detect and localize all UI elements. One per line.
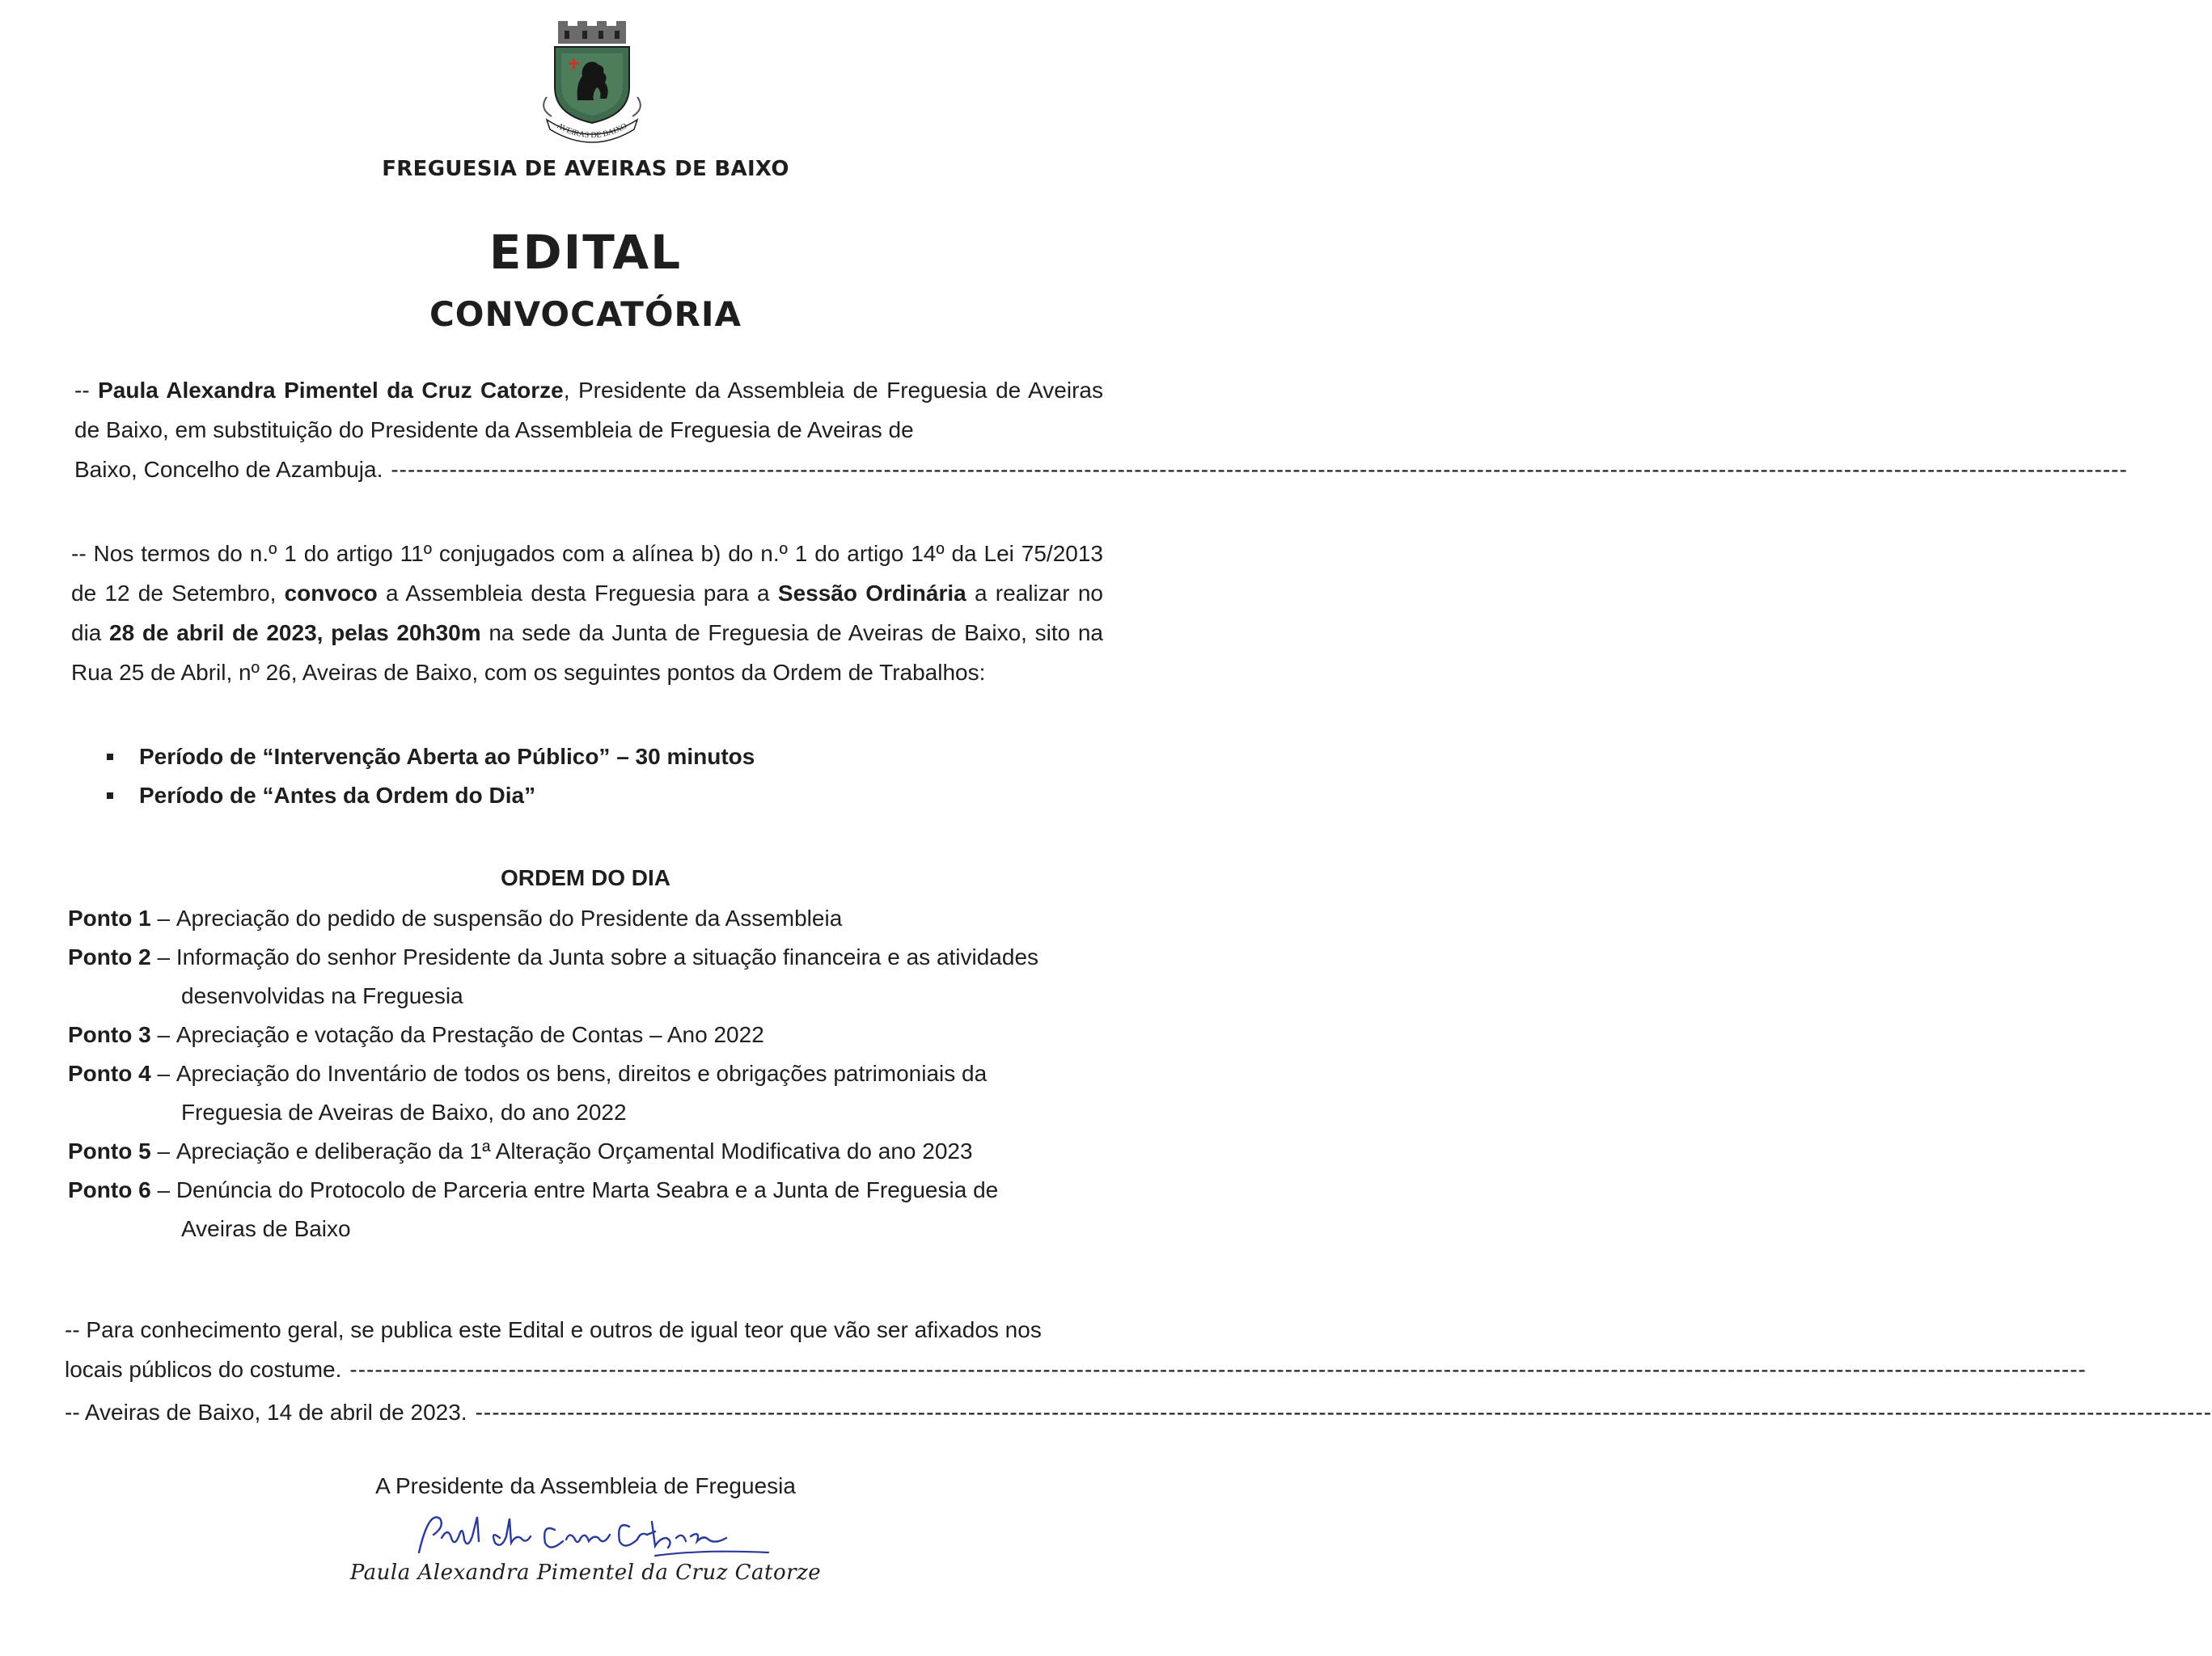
convocation-text-2: a Assembleia desta Freguesia para a — [377, 581, 778, 606]
period-text: Período de “Antes da Ordem do Dia” — [139, 783, 536, 808]
freguesia-name: FREGUESIA DE AVEIRAS DE BAIXO — [382, 157, 789, 181]
document-title: EDITAL — [489, 225, 683, 280]
convocation-text-1: -- Nos termos do n.º 1 do artigo 11º conjugados com a alínea b) do n.º 1 do artigo 14º da Lei 75/2013 de 12 de Setembro, — [71, 541, 1103, 606]
agenda-point-5 — [68, 1132, 1111, 1171]
crest-motto: AVEIRAS DE BAIXO — [555, 121, 629, 141]
publication-line-2: locais públicos do costume. — [65, 1357, 342, 1382]
point-label: Ponto 6 — [68, 1177, 151, 1202]
point-label: Ponto 5 — [68, 1138, 151, 1164]
freguesia-crest-icon — [535, 19, 649, 149]
list-item — [107, 776, 755, 815]
point-continuation: desenvolvidas na Freguesia — [181, 983, 463, 1008]
printed-name: Paula Alexandra Pimentel da Cruz Catorze — [349, 1561, 822, 1585]
bullet-square-icon — [107, 754, 113, 760]
point-dash: – — [150, 1138, 176, 1164]
point-label: Ponto 1 — [68, 906, 151, 931]
convocation-text-3: a realizar no dia — [71, 581, 1103, 645]
intro-last-text: Baixo, Concelho de Azambuja. — [74, 457, 383, 482]
document-subtitle: CONVOCATÓRIA — [429, 294, 742, 334]
date-line-row — [65, 1392, 2212, 1432]
point-label: Ponto 3 — [68, 1022, 151, 1047]
point-dash: – — [150, 1061, 176, 1086]
agenda-point-2 — [68, 938, 1111, 977]
intro-lead: -- — [74, 378, 99, 403]
convocation-bold-session: Sessão Ordinária — [777, 581, 966, 606]
point-continuation: Freguesia de Aveiras de Baixo, do ano 2022 — [181, 1100, 627, 1125]
list-item — [107, 737, 755, 776]
convocation-bold-convoco: convoco — [284, 581, 378, 606]
convocation-bold-date: 28 de abril de 2023, pelas 20h30m — [109, 620, 481, 645]
dash-fill: ---------------------------------------------------------------------------------------------------------------------------------------------------------------------------------------------------------------- — [349, 1357, 2087, 1382]
agenda-point-4 — [68, 1054, 1111, 1093]
intro-text: , Presidente da Assembleia de Freguesia de Aveiras de Baixo, em substituição do Presidente da Assembleia de Freguesia de Aveiras de — [74, 378, 1103, 442]
agenda-point-1 — [68, 899, 1111, 938]
point-text: Informação do senhor Presidente da Junta sobre a situação financeira e as atividades — [176, 944, 1039, 970]
point-text: Apreciação e deliberação da 1ª Alteração Orçamental Modificativa do ano 2023 — [176, 1138, 973, 1164]
bullet-square-icon — [107, 792, 113, 799]
dash-fill: ---------------------------------------------------------------------------------------------------------------------------------------------------------------------------------------------------------------- — [475, 1400, 2212, 1425]
point-dash: – — [150, 1177, 176, 1202]
point-label: Ponto 4 — [68, 1061, 151, 1086]
handwritten-signature — [412, 1502, 785, 1567]
point-dash: – — [150, 944, 176, 970]
periods-list — [107, 737, 755, 815]
point-text: Apreciação do pedido de suspensão do Presidente da Assembleia — [176, 906, 843, 931]
point-label: Ponto 2 — [68, 944, 151, 970]
publication-line-2-row — [65, 1350, 2087, 1389]
signature-title: A Presidente da Assembleia de Freguesia — [375, 1473, 796, 1498]
president-name: Paula Alexandra Pimentel da Cruz Catorze — [98, 378, 564, 403]
point-dash: – — [150, 906, 176, 931]
date-line: -- Aveiras de Baixo, 14 de abril de 2023. — [65, 1400, 467, 1425]
point-text: Apreciação do Inventário de todos os bens, direitos e obrigações patrimoniais da — [176, 1061, 988, 1086]
publication-line-1: -- Para conhecimento geral, se publica este Edital e outros de igual teor que vão ser afixados nos — [65, 1317, 1042, 1342]
agenda-point-6 — [68, 1171, 1111, 1210]
dash-fill: ---------------------------------------------------------------------------------------------------------------------------------------------------------------------------------------------------------------- — [391, 457, 2128, 482]
intro-last-line — [74, 450, 2128, 489]
convocation-paragraph — [71, 534, 1103, 692]
point-continuation: Aveiras de Baixo — [181, 1216, 351, 1241]
point-text: Denúncia do Protocolo de Parceria entre Marta Seabra e a Junta de Freguesia de — [176, 1177, 999, 1202]
ordem-do-dia-title: ORDEM DO DIA — [501, 865, 670, 890]
agenda-points — [68, 899, 1111, 1248]
point-text: Apreciação e votação da Prestação de Contas – Ano 2022 — [176, 1022, 764, 1047]
publication-paragraph — [65, 1310, 2087, 1389]
period-text: Período de “Intervenção Aberta ao Público” – 30 minutos — [139, 744, 755, 769]
intro-paragraph — [74, 370, 2128, 489]
convocation-text-4: na sede da Junta de Freguesia de Aveiras de Baixo, sito na Rua 25 de Abril, nº 26, Aveiras de Baixo, com os seguintes pontos da Ordem de Trabalhos: — [71, 620, 1103, 685]
point-dash: – — [150, 1022, 176, 1047]
date-paragraph — [65, 1392, 2212, 1432]
agenda-point-3 — [68, 1016, 1111, 1054]
